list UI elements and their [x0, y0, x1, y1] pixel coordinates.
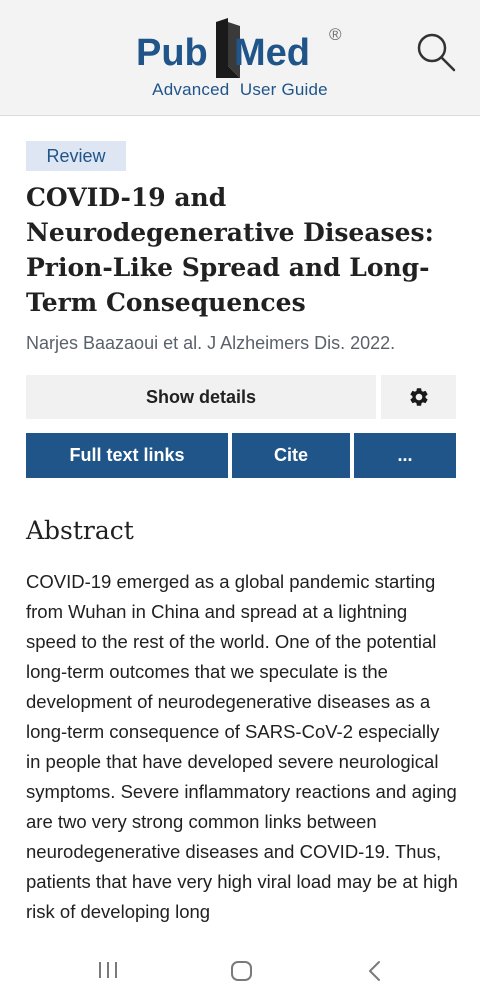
back-button[interactable]: [336, 940, 416, 1000]
home-icon: [230, 960, 254, 982]
back-icon: [364, 960, 388, 982]
article-byline[interactable]: Narjes Baazaoui et al. J Alzheimers Dis. 2022.: [26, 333, 396, 353]
user-guide-link[interactable]: User Guide: [239, 80, 328, 99]
logo-text-med: Med: [234, 32, 310, 74]
registered-mark: ®: [329, 25, 342, 44]
logo-text-pub: Pub: [136, 32, 208, 74]
pubmed-logo[interactable]: [136, 18, 356, 78]
article-title: COVID-19 and Neurodegenerative Diseases: Prion-Like Spread and Long-Term Consequences: [26, 183, 434, 317]
home-button[interactable]: [202, 940, 282, 1000]
review-badge: Review: [26, 141, 126, 171]
system-navigation-bar: [0, 940, 480, 1000]
full-text-links-button[interactable]: Full text links: [26, 433, 228, 478]
settings-button[interactable]: [381, 375, 456, 419]
cite-button[interactable]: Cite: [232, 433, 350, 478]
more-actions-button[interactable]: ...: [354, 433, 456, 478]
abstract-container: [26, 567, 458, 942]
advanced-search-link[interactable]: Advanced: [152, 80, 230, 99]
search-icon: [414, 30, 460, 76]
abstract-heading: Abstract: [26, 516, 134, 545]
recents-icon: [96, 960, 120, 980]
header-links: [0, 80, 480, 100]
abstract-text: COVID-19 emerged as a global pandemic starting from Wuhan in China and spread at a lightning speed to the rest of the world. One of the potential long-term outcomes that we speculate is the development of neurodegenerative diseases as a long-term consequence of SARS-CoV-2 especially in people that have developed severe neurological symptoms. Severe inflammatory reactions and aging are two very strong common links between neurodegenerative diseases and COVID-19. Thus, patients that have very high viral load may be at high risk of developing long: [26, 571, 458, 922]
search-button[interactable]: [414, 30, 460, 76]
app-header: [0, 0, 480, 116]
gear-icon: [408, 386, 430, 408]
recents-button[interactable]: [68, 940, 148, 1000]
show-details-button[interactable]: Show details: [26, 375, 376, 419]
